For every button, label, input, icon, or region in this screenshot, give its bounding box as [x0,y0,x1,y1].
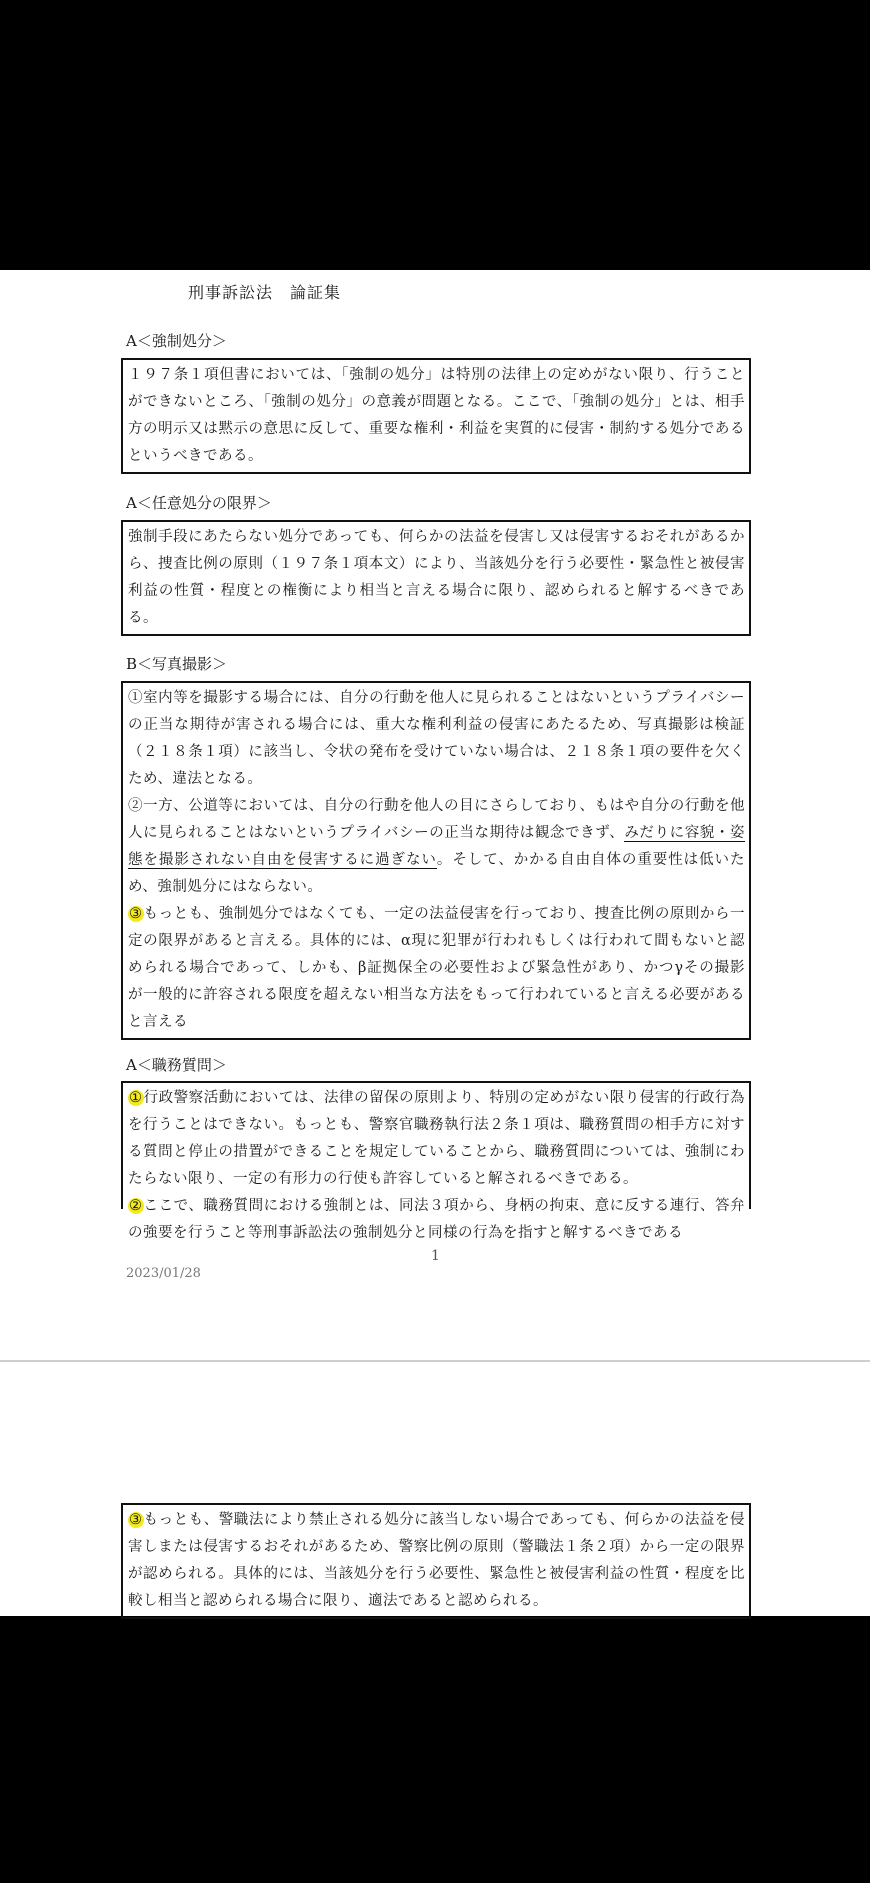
section-text-kyosei: １９７条１項但書においては、「強制の処分」は特別の法律上の定めがない限り、行うことができないところ、「強制の処分」の意義が問題となる。ここで、「強制の処分」とは、相手方の明示又は黙示の意思に反して、重要な権利・利益を実質的に侵害・制約する処分であるというべきである。 [128,367,745,464]
shashin-paragraph-1: ①室内等を撮影する場合には、自分の行動を他人に見られることはないというプライバシーの正当な期待が害される場合には、重大な権利利益の侵害にあたるため、写真撮影は検証（２１８条１項）に該当し、令状の発布を受けていない場合は、２１８条１項の要件を欠くため、違法となる。 [128,690,745,787]
section-label-shokumu: A＜職務質問＞ [126,1056,227,1074]
shashin-paragraph-3 [128,901,745,1036]
shashin-p3-text: もっとも、強制処分ではなくても、一定の法益侵害を行っており、捜査比例の原則から一定の限界があると言える。具体的には、α現に犯罪が行われもしくは行われて間もないと認められる場合であって、しかも、β証拠保全の必要性および緊急性があり、かつγその撮影が一般的に許容される限度を超えない相当な方法をもって行われていると言える必要があると言える [128,906,746,1030]
page-date: 2023/01/28 [126,1266,201,1281]
shashin-p2-text-b: 。そして、かかる自由自体の重要性は低いため、強制処分にはならない。 [128,852,746,895]
section-box-shashin [121,681,751,1040]
highlighted-number-3: ③ [129,1512,143,1528]
section-box-kyosei [121,358,751,474]
shashin-p2-text-a: ②一方、公道等においては、自分の行動を他人の目にさらしており、もはや自分の行動を他人に見られることはないというプライバシーの正当な期待は観念できず、 [128,798,745,841]
page-number: 1 [431,1248,440,1264]
document-page-1 [0,270,870,1362]
section-label-kyosei: A＜強制処分＞ [126,332,227,350]
shokumu-p2-text: ここで、職務質問における強制とは、同法３項から、身柄の拘束、意に反する連行、答弁の強要を行うこと等刑事訴訟法の強制処分と同様の行為を指すと解するべきである [128,1198,745,1241]
shokumu-p3-text: もっとも、警職法により禁止される処分に該当しない場合であっても、何らかの法益を侵害しまたは侵害するおそれがあるため、警察比例の原則（警職法１条２項）から一定の限界が認められる。具体的には、当該処分を行う必要性、緊急性と被侵害利益の性質・程度を比較し相当と認められる場合に限り、適法であると認められる。 [128,1512,745,1609]
document-title: 刑事訴訟法 論証集 [188,283,342,302]
shashin-paragraph-2 [128,793,745,901]
shokumu-p1-text: 行政警察活動においては、法律の留保の原則より、特別の定めがない限り侵害的行政行為を行うことはできない。もっとも、警察官職務執行法２条１項は、職務質問の相手方に対する質問と停止の措置ができることを規定していることから、職務質問については、強制にわたらない限り、一定の有形力の行使も許容していると解されるべきである。 [128,1090,746,1187]
section-box-shokumu [121,1081,751,1241]
section-text-nini: 強制手段にあたらない処分であっても、何らかの法益を侵害し又は侵害するおそれがあるから、捜査比例の原則（１９７条１項本文）により、当該処分を行う必要性・緊急性と被侵害利益の性質・程度との権衡により相当と言える場合に限り、認められると解するべきである。 [128,529,745,626]
shokumu-paragraph-1 [128,1085,745,1193]
highlighted-number-3: ③ [129,906,143,922]
highlighted-number-1: ① [129,1090,143,1106]
highlighted-number-2: ② [129,1198,143,1214]
section-box-shokumu-continued [121,1503,751,1619]
section-label-nini: A＜任意処分の限界＞ [126,494,272,512]
document-page-2 [0,1362,870,1616]
shokumu-paragraph-3 [128,1507,745,1615]
underlined-phrase: みだりに容貌・姿態を撮影されない自由を侵害するに過ぎない [128,825,745,868]
section-label-shashin: B＜写真撮影＞ [126,655,228,673]
section-box-nini [121,520,751,636]
shokumu-paragraph-2 [128,1193,745,1247]
